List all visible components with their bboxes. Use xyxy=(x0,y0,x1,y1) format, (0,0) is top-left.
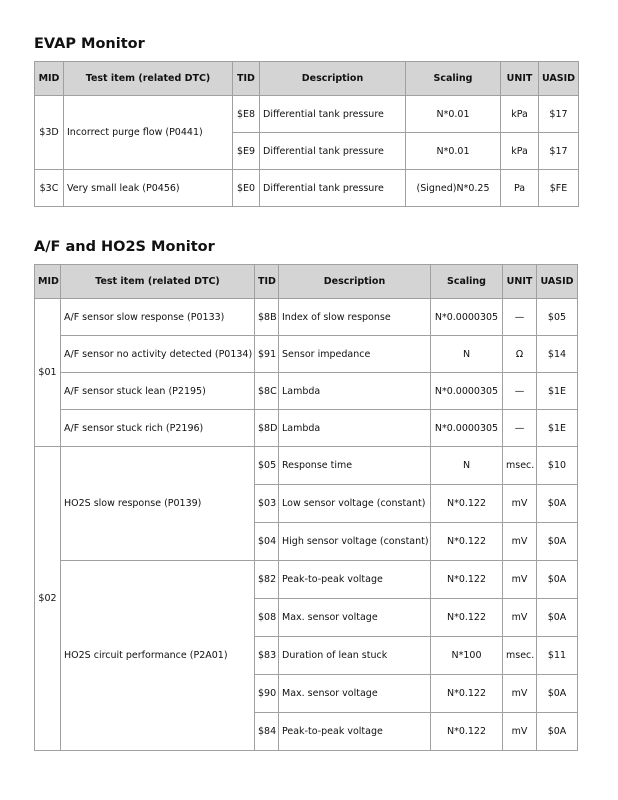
unit-cell: — xyxy=(503,373,537,410)
description-cell: Differential tank pressure xyxy=(260,133,406,170)
column-header: UNIT xyxy=(503,265,537,299)
test-item-cell: HO2S circuit performance (P2A01) xyxy=(61,561,255,751)
scaling-cell: N*0.122 xyxy=(431,523,503,561)
uasid-cell: $0A xyxy=(537,675,578,713)
unit-cell: Ω xyxy=(503,336,537,373)
tid-cell: $90 xyxy=(255,675,279,713)
tid-cell: $E9 xyxy=(233,133,260,170)
column-header: Scaling xyxy=(431,265,503,299)
test-item-cell: A/F sensor no activity detected (P0134) xyxy=(61,336,255,373)
tid-cell: $E8 xyxy=(233,96,260,133)
scaling-cell: N*0.0000305 xyxy=(431,373,503,410)
af-ho2s-monitor-table xyxy=(34,264,578,751)
scaling-cell: N*0.122 xyxy=(431,713,503,751)
scaling-cell: N*0.01 xyxy=(406,133,501,170)
unit-cell: mV xyxy=(503,523,537,561)
tid-cell: $84 xyxy=(255,713,279,751)
scaling-cell: N xyxy=(431,336,503,373)
uasid-cell: $14 xyxy=(537,336,578,373)
uasid-cell: $17 xyxy=(539,96,579,133)
scaling-cell: (Signed)N*0.25 xyxy=(406,170,501,207)
column-header: MID xyxy=(35,62,64,96)
column-header: UASID xyxy=(539,62,579,96)
table-row xyxy=(35,561,578,599)
test-item-cell: A/F sensor stuck lean (P2195) xyxy=(61,373,255,410)
description-cell: Sensor impedance xyxy=(279,336,431,373)
unit-cell: mV xyxy=(503,599,537,637)
uasid-cell: $05 xyxy=(537,299,578,336)
tid-cell: $03 xyxy=(255,485,279,523)
scaling-cell: N*0.122 xyxy=(431,599,503,637)
description-cell: Differential tank pressure xyxy=(260,170,406,207)
table-row xyxy=(35,447,578,485)
description-cell: High sensor voltage (constant) xyxy=(279,523,431,561)
unit-cell: — xyxy=(503,410,537,447)
mid-cell: $3C xyxy=(35,170,64,207)
description-cell: Lambda xyxy=(279,410,431,447)
uasid-cell: $0A xyxy=(537,523,578,561)
unit-cell: msec. xyxy=(503,447,537,485)
tid-cell: $E0 xyxy=(233,170,260,207)
tid-cell: $08 xyxy=(255,599,279,637)
unit-cell: mV xyxy=(503,561,537,599)
unit-cell: kPa xyxy=(501,133,539,170)
scaling-cell: N*0.0000305 xyxy=(431,299,503,336)
unit-cell: kPa xyxy=(501,96,539,133)
scaling-cell: N*0.0000305 xyxy=(431,410,503,447)
column-header: TID xyxy=(255,265,279,299)
uasid-cell: $1E xyxy=(537,373,578,410)
test-item-cell: A/F sensor slow response (P0133) xyxy=(61,299,255,336)
tid-cell: $8B xyxy=(255,299,279,336)
afho2s-section-title: A/F and HO2S Monitor xyxy=(34,239,215,255)
column-header: Test item (related DTC) xyxy=(64,62,233,96)
table-row xyxy=(35,96,579,133)
description-cell: Peak-to-peak voltage xyxy=(279,713,431,751)
uasid-cell: $FE xyxy=(539,170,579,207)
tid-cell: $8D xyxy=(255,410,279,447)
uasid-cell: $0A xyxy=(537,599,578,637)
table-row xyxy=(35,410,578,447)
table-row xyxy=(35,170,579,207)
uasid-cell: $0A xyxy=(537,485,578,523)
uasid-cell: $1E xyxy=(537,410,578,447)
scaling-cell: N*0.01 xyxy=(406,96,501,133)
scaling-cell: N*0.122 xyxy=(431,675,503,713)
evap-section-title: EVAP Monitor xyxy=(34,36,145,52)
test-item-cell: Incorrect purge flow (P0441) xyxy=(64,96,233,170)
scaling-cell: N*100 xyxy=(431,637,503,675)
description-cell: Duration of lean stuck xyxy=(279,637,431,675)
table-row xyxy=(35,373,578,410)
column-header: Description xyxy=(260,62,406,96)
test-item-cell: HO2S slow response (P0139) xyxy=(61,447,255,561)
description-cell: Max. sensor voltage xyxy=(279,675,431,713)
table-row xyxy=(35,336,578,373)
uasid-cell: $0A xyxy=(537,713,578,751)
test-item-cell: A/F sensor stuck rich (P2196) xyxy=(61,410,255,447)
mid-cell: $01 xyxy=(35,299,61,447)
table-header-row xyxy=(35,265,578,299)
uasid-cell: $0A xyxy=(537,561,578,599)
description-cell: Low sensor voltage (constant) xyxy=(279,485,431,523)
column-header: Test item (related DTC) xyxy=(61,265,255,299)
uasid-cell: $17 xyxy=(539,133,579,170)
column-header: UNIT xyxy=(501,62,539,96)
column-header: TID xyxy=(233,62,260,96)
table-header-row xyxy=(35,62,579,96)
mid-cell: $02 xyxy=(35,447,61,751)
description-cell: Index of slow response xyxy=(279,299,431,336)
tid-cell: $91 xyxy=(255,336,279,373)
unit-cell: mV xyxy=(503,675,537,713)
scaling-cell: N*0.122 xyxy=(431,485,503,523)
tid-cell: $8C xyxy=(255,373,279,410)
table-row xyxy=(35,299,578,336)
description-cell: Differential tank pressure xyxy=(260,96,406,133)
column-header: Scaling xyxy=(406,62,501,96)
tid-cell: $04 xyxy=(255,523,279,561)
uasid-cell: $11 xyxy=(537,637,578,675)
description-cell: Peak-to-peak voltage xyxy=(279,561,431,599)
unit-cell: mV xyxy=(503,485,537,523)
unit-cell: Pa xyxy=(501,170,539,207)
uasid-cell: $10 xyxy=(537,447,578,485)
description-cell: Response time xyxy=(279,447,431,485)
tid-cell: $05 xyxy=(255,447,279,485)
evap-monitor-table xyxy=(34,61,579,207)
description-cell: Max. sensor voltage xyxy=(279,599,431,637)
scaling-cell: N*0.122 xyxy=(431,561,503,599)
test-item-cell: Very small leak (P0456) xyxy=(64,170,233,207)
column-header: MID xyxy=(35,265,61,299)
unit-cell: — xyxy=(503,299,537,336)
column-header: Description xyxy=(279,265,431,299)
description-cell: Lambda xyxy=(279,373,431,410)
unit-cell: mV xyxy=(503,713,537,751)
column-header: UASID xyxy=(537,265,578,299)
tid-cell: $82 xyxy=(255,561,279,599)
unit-cell: msec. xyxy=(503,637,537,675)
tid-cell: $83 xyxy=(255,637,279,675)
mid-cell: $3D xyxy=(35,96,64,170)
scaling-cell: N xyxy=(431,447,503,485)
